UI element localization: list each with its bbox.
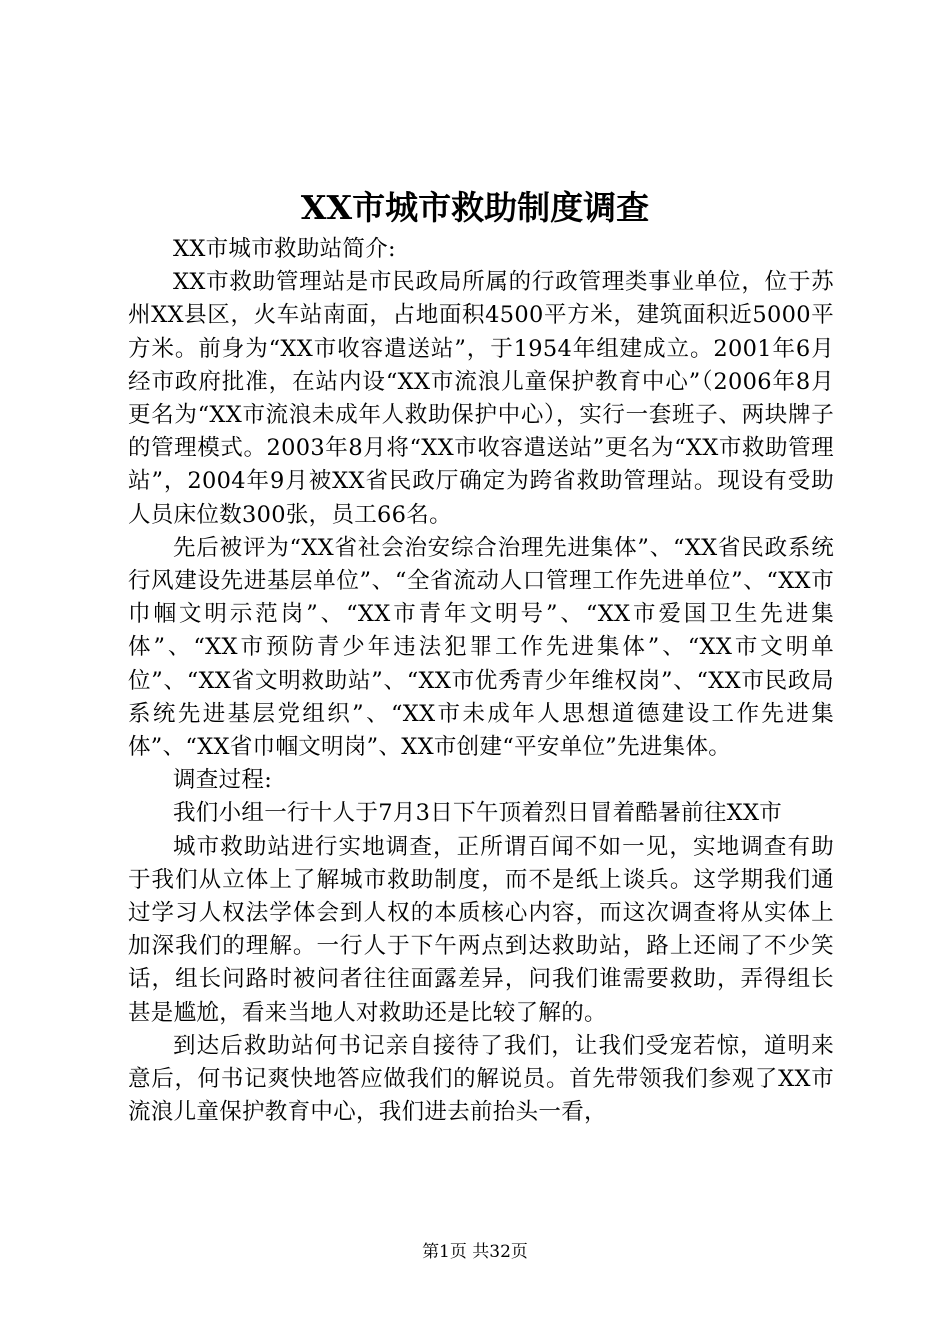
document-body [128,233,834,1129]
document-title: XX市城市救助制度调查 [300,188,650,227]
paragraph-trip-start: 我们小组一行十人于7月3日下午顶着烈日冒着酷暑前往XX市 [173,800,783,827]
page-number-footer: 第1页 共32页 [422,1242,528,1262]
paragraph-arrival: 到达后救助站何书记亲自接待了我们，让我们受宠若惊，道明来意后，何书记爽快地答应做我们的解说员。首先带领我们参观了XX市流浪儿童保护教育中心，我们进去前抬头一看， [128,1032,834,1126]
paragraph-station-overview: XX市救助管理站是市民政局所属的行政管理类事业单位，位于苏州XX县区，火车站南面，占地面积4500平方米，建筑面积近5000平方米。前身为“XX市收容遣送站”，于1954年组建成立。2001年6月经市政府批准，在站内设“XX市流浪儿童保护教育中心”（2006年8月更名为“XX市流浪未成年人救助保护中心），实行一套班子、两块牌子的管理模式。2003年8月将“XX市收容遣送站”更名为“XX市救助管理站”，2004年9月被XX省民政厅确定为跨省救助管理站。现设有受助人员床位数300张，员工66名。 [128,269,834,528]
paragraph-honors: 先后被评为“XX省社会治安综合治理先进集体”、“XX省民政系统行风建设先进基层单位”、“全省流动人口管理工作先进单位”、“XX市巾帼文明示范岗”、“XX市青年文明号”、“XX市爱国卫生先进集体”、“XX市预防青少年违法犯罪工作先进集体”、“XX市文明单位”、“XX省文明救助站”、“XX市优秀青少年维权岗”、“XX市民政局系统先进基层党组织”、“XX市未成年人思想道德建设工作先进集体”、“XX省巾帼文明岗”、XX市创建“平安单位”先进集体。 [128,534,834,761]
paragraph-field-visit: 城市救助站进行实地调查，正所谓百闻不如一见，实地调查有助于我们从立体上了解城市救助制度，而不是纸上谈兵。这学期我们通过学习人权法学体会到人权的本质核心内容，而这次调查将从实体上加深我们的理解。一行人于下午两点到达救助站，路上还闹了不少笑话，组长问路时被问者往往面露差异，问我们谁需要救助，弄得组长甚是尴尬，看来当地人对救助还是比较了解的。 [128,833,834,1026]
paragraph-intro-heading: XX市城市救助站简介: [173,236,396,262]
paragraph-process-heading: 调查过程: [173,767,273,794]
